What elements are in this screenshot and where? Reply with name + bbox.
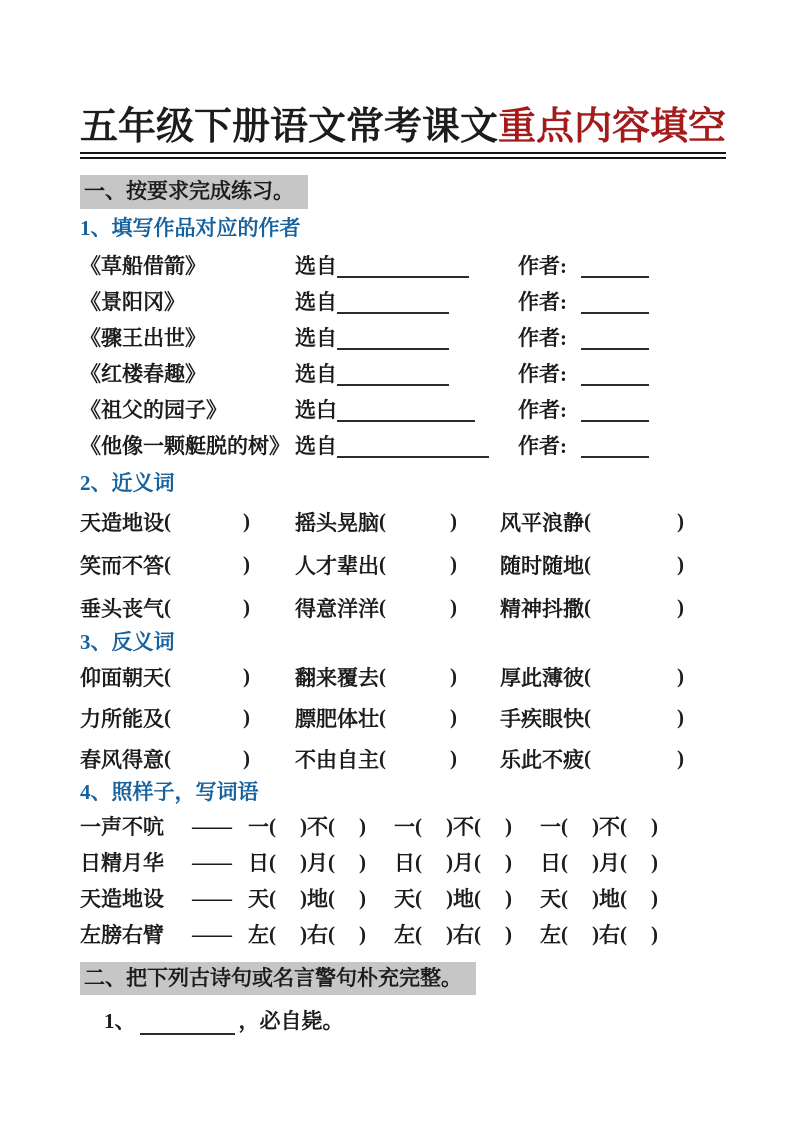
word-cell [500,507,730,537]
dash: —— [192,849,230,874]
open-paren: ( [164,705,171,730]
word-row [80,586,730,629]
answer-blank [422,934,446,935]
author-cell [518,394,649,424]
answer-blank [335,934,359,935]
close-paren: ) [300,849,307,874]
word-row [80,543,730,586]
pattern-char: 日 [540,851,561,876]
phrase: 风平浪静 [500,510,584,535]
open-paren: ( [164,509,171,534]
pattern-char: 不 [599,815,620,840]
author-cell [518,322,649,352]
answer-blank [591,607,677,608]
phrase: 随时随地 [500,553,584,578]
word-row [80,656,730,697]
phrase: 膘肥体壮 [295,706,379,731]
phrase: 不由自主 [295,747,379,772]
close-paren: ) [450,595,457,620]
author-blank-line [581,262,649,278]
answer-blank [386,717,450,718]
phrase: 力所能及 [80,706,164,731]
close-paren: ) [651,921,658,946]
open-paren: ( [379,664,386,689]
antonyms-grid [80,656,730,779]
fill-sentence-item [80,1005,730,1035]
close-paren: ) [505,813,512,838]
close-paren: ) [592,921,599,946]
close-paren: ) [677,595,684,620]
answer-blank [422,826,446,827]
open-paren: ( [584,595,591,620]
author-blank-line [581,406,649,422]
close-paren: ) [446,849,453,874]
author-cell [518,358,649,388]
from-label: 选自 [295,253,337,278]
answer-blank [591,564,677,565]
open-paren: ( [379,705,386,730]
open-paren: ( [620,885,627,910]
phrase: 精神抖撒 [500,596,584,621]
answer-blank [386,564,450,565]
phrase: 垂头丧气 [80,596,164,621]
pattern-group [394,919,540,949]
from-blank-line [337,406,475,422]
word-cell [295,744,500,774]
fill-authors-table [80,250,730,466]
pattern-group [540,811,686,841]
open-paren: ( [584,552,591,577]
word-cell [500,593,730,623]
author-label: 作者: [518,289,567,314]
close-paren: ) [450,746,457,771]
open-paren: ( [328,885,335,910]
close-paren: ) [243,746,250,771]
pattern-group [248,883,394,913]
answer-blank [481,898,505,899]
close-paren: ) [450,509,457,534]
phrase: 天造地设 [80,510,164,535]
answer-blank [422,862,446,863]
open-paren: ( [474,849,481,874]
phrase: 笑而不答 [80,553,164,578]
pattern-char: 左 [394,923,415,948]
pattern-char: 右 [307,923,328,948]
answer-blank [568,898,592,899]
word-row [80,697,730,738]
answer-blank [481,862,505,863]
answer-blank [591,521,677,522]
open-paren: ( [379,552,386,577]
answer-blank [171,564,243,565]
close-paren: ) [505,921,512,946]
open-paren: ( [328,813,335,838]
close-paren: ) [505,849,512,874]
pattern-row [80,880,730,916]
pattern-row [80,844,730,880]
answer-blank [627,826,651,827]
open-paren: ( [164,664,171,689]
from-cell [295,250,518,280]
word-cell [500,703,730,733]
pattern-group [394,811,540,841]
work-title: 《骤王出世》 [80,325,206,350]
word-cell [80,507,295,537]
open-paren: ( [415,813,422,838]
author-cell [518,430,649,460]
answer-blank [276,826,300,827]
from-label: 选白 [295,397,337,422]
open-paren: ( [379,746,386,771]
pattern-char: 月 [307,851,328,876]
answer-blank [591,717,677,718]
from-label: 选自 [295,325,337,350]
answer-blank [335,862,359,863]
from-blank-line [337,262,469,278]
pattern-char: 天 [394,887,415,912]
dash: —— [192,813,230,838]
pattern-group [248,847,394,877]
open-paren: ( [269,921,276,946]
word-cell [80,744,295,774]
sub2-heading: 2、近义词 [80,470,175,495]
answer-blank [627,934,651,935]
pattern-group [248,919,394,949]
author-cell [518,250,649,280]
word-cell [80,550,295,580]
sub4-heading: 4、照样子，写词语 [80,780,259,805]
answer-blank [422,898,446,899]
pattern-char: 一 [248,815,269,840]
answer-blank [171,521,243,522]
pattern-char: 地 [453,887,474,912]
answer-blank [386,758,450,759]
answer-blank [386,521,450,522]
answer-blank [568,862,592,863]
from-cell [295,430,518,460]
pattern-group [540,847,686,877]
close-paren: ) [592,885,599,910]
author-cell [518,286,649,316]
work-row [80,322,730,358]
phrase: 摇头晃脑 [295,510,379,535]
open-paren: ( [620,921,627,946]
from-cell [295,358,518,388]
work-title: 《祖父的园子》 [80,397,227,422]
work-row [80,394,730,430]
answer-blank [171,676,243,677]
open-paren: ( [474,921,481,946]
author-label: 作者: [518,433,567,458]
author-blank-line [581,298,649,314]
open-paren: ( [269,813,276,838]
close-paren: ) [359,885,366,910]
open-paren: ( [584,664,591,689]
sub3-heading: 3、反义词 [80,630,175,655]
author-blank-line [581,442,649,458]
from-blank-line [337,370,449,386]
pattern-example: 日精月华 [80,851,164,876]
open-paren: ( [561,849,568,874]
pattern-group [394,847,540,877]
title-red-part: 重点内容填空 [498,106,727,148]
open-paren: ( [415,849,422,874]
open-paren: ( [415,921,422,946]
open-paren: ( [561,813,568,838]
phrase: 乐此不疲 [500,747,584,772]
open-paren: ( [474,813,481,838]
page-title [80,104,726,159]
close-paren: ) [300,921,307,946]
close-paren: ) [505,885,512,910]
pattern-group [248,811,394,841]
open-paren: ( [584,705,591,730]
dash: —— [192,921,230,946]
word-cell [80,593,295,623]
pattern-group [394,883,540,913]
work-row [80,358,730,394]
pattern-char: 月 [453,851,474,876]
phrase: 春风得意 [80,747,164,772]
answer-blank [627,862,651,863]
close-paren: ) [359,849,366,874]
close-paren: ) [677,705,684,730]
from-blank-line [337,298,449,314]
close-paren: ) [243,705,250,730]
answer-blank [591,758,677,759]
word-cell [295,550,500,580]
answer-blank [481,826,505,827]
dash: —— [192,885,230,910]
open-paren: ( [269,885,276,910]
close-paren: ) [300,885,307,910]
from-cell [295,322,518,352]
pattern-char: 右 [599,923,620,948]
word-cell [500,662,730,692]
close-paren: ) [592,849,599,874]
word-cell [80,662,295,692]
from-cell [295,286,518,316]
open-paren: ( [328,849,335,874]
phrase: 翻来覆去 [295,665,379,690]
word-cell [80,703,295,733]
author-label: 作者: [518,361,567,386]
pattern-example: 一声不吭 [80,815,164,840]
phrase: 厚此薄彼 [500,665,584,690]
word-cell [500,550,730,580]
section2-header: 二、把下列古诗句或名言警句朴充完整。 [80,962,476,995]
work-title: 《红楼春趣》 [80,361,206,386]
answer-blank [386,676,450,677]
from-blank-line [337,442,489,458]
from-label: 选自 [295,361,337,386]
word-cell [500,744,730,774]
open-paren: ( [561,885,568,910]
answer-blank [335,826,359,827]
open-paren: ( [474,885,481,910]
item-number: 1、 [104,1009,136,1034]
pattern-char: 月 [599,851,620,876]
pattern-char: 日 [394,851,415,876]
section1-header: 一、按要求完成练习。 [80,175,308,208]
open-paren: ( [561,921,568,946]
patterns-grid [80,808,730,952]
answer-blank [481,934,505,935]
close-paren: ) [450,552,457,577]
answer-blank [276,862,300,863]
close-paren: ) [677,746,684,771]
close-paren: ) [651,885,658,910]
pattern-char: 天 [248,887,269,912]
open-paren: ( [620,813,627,838]
pattern-char: 一 [540,815,561,840]
open-paren: ( [328,921,335,946]
from-cell [295,394,518,424]
answer-blank [627,898,651,899]
open-paren: ( [584,509,591,534]
open-paren: ( [164,552,171,577]
author-label: 作者: [518,253,567,278]
pattern-row [80,916,730,952]
work-title: 《他像一颗艇脱的树》 [80,433,290,458]
from-label: 选自 [295,289,337,314]
close-paren: ) [450,705,457,730]
open-paren: ( [584,746,591,771]
pattern-char: 天 [540,887,561,912]
phrase: 手疾眼快 [500,706,584,731]
pattern-example: 左膀右臂 [80,923,164,948]
pattern-char: 左 [248,923,269,948]
title-black-part: 五年级下册语文常考课文 [80,106,499,148]
from-blank-line [337,334,449,350]
close-paren: ) [450,664,457,689]
work-row [80,286,730,322]
answer-blank [171,717,243,718]
open-paren: ( [269,849,276,874]
close-paren: ) [300,813,307,838]
sub1-heading: 1、填写作品对应的作者 [80,215,301,240]
pattern-char: 不 [453,815,474,840]
author-label: 作者: [518,325,567,350]
close-paren: ) [243,509,250,534]
answer-blank [171,607,243,608]
pattern-char: 右 [453,923,474,948]
work-row [80,430,730,466]
answer-blank [171,758,243,759]
close-paren: ) [359,813,366,838]
close-paren: ) [243,664,250,689]
pattern-group [540,883,686,913]
pattern-row [80,808,730,844]
open-paren: ( [415,885,422,910]
close-paren: ) [446,885,453,910]
synonyms-grid [80,500,730,629]
close-paren: ) [677,509,684,534]
answer-blank [276,898,300,899]
pattern-char: 日 [248,851,269,876]
close-paren: ) [651,849,658,874]
pattern-char: 一 [394,815,415,840]
pattern-char: 地 [599,887,620,912]
word-row [80,500,730,543]
author-blank-line [581,334,649,350]
phrase: 得意洋洋 [295,596,379,621]
close-paren: ) [651,813,658,838]
phrase: 仰面朝天 [80,665,164,690]
answer-blank [276,934,300,935]
author-label: 作者: [518,397,567,422]
from-label: 选自 [295,433,337,458]
open-paren: ( [379,595,386,620]
work-title: 《草船借箭》 [80,253,206,278]
answer-blank [568,934,592,935]
pattern-char: 地 [307,887,328,912]
close-paren: ) [677,664,684,689]
close-paren: ) [359,921,366,946]
pattern-char: 左 [540,923,561,948]
pattern-example: 天造地设 [80,887,164,912]
open-paren: ( [620,849,627,874]
close-paren: ) [446,921,453,946]
answer-blank [591,676,677,677]
word-row [80,738,730,779]
item-suffix: ，必自毙。 [238,1009,344,1034]
open-paren: ( [164,595,171,620]
word-cell [295,507,500,537]
work-title: 《景阳冈》 [80,289,185,314]
open-paren: ( [379,509,386,534]
close-paren: ) [243,552,250,577]
sentence-blank-line [140,1019,235,1035]
close-paren: ) [677,552,684,577]
answer-blank [568,826,592,827]
phrase: 人才辈出 [295,553,379,578]
word-cell [295,593,500,623]
pattern-char: 不 [307,815,328,840]
answer-blank [335,898,359,899]
word-cell [295,662,500,692]
answer-blank [386,607,450,608]
close-paren: ) [592,813,599,838]
close-paren: ) [446,813,453,838]
close-paren: ) [243,595,250,620]
pattern-group [540,919,686,949]
work-row [80,250,730,286]
author-blank-line [581,370,649,386]
open-paren: ( [164,746,171,771]
word-cell [295,703,500,733]
